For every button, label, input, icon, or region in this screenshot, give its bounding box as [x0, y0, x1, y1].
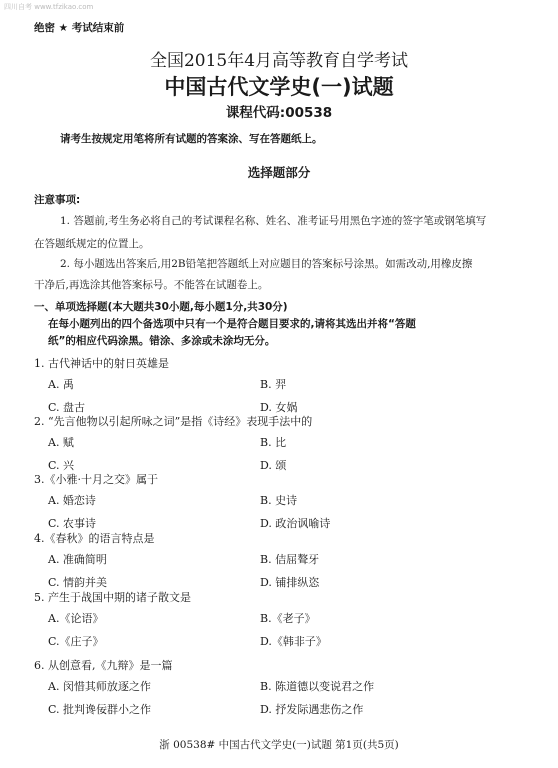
section-title: 选择题部分: [247, 165, 311, 180]
question-option: C. 农事诗: [48, 517, 97, 530]
question-option: D. 抒发际遇悲伤之作: [260, 703, 364, 716]
question-option: B.《老子》: [260, 612, 316, 625]
subject-title: 中国古代文学史(一)试题: [164, 75, 394, 99]
question-stem: 4.《春秋》的语言特点是: [34, 532, 155, 545]
question-option: A. 婚恋诗: [48, 494, 96, 507]
question-option: D. 颂: [260, 459, 287, 472]
question-option: A. 禹: [48, 378, 74, 391]
question-option: D. 女娲: [260, 401, 298, 414]
notice-item-1-line-1: 1. 答题前,考生务必将自己的考试课程名称、姓名、准考证号用黑色字迹的签字笔或钢笔填写: [60, 215, 487, 227]
instruction: 请考生按规定用笔将所有试题的答案涂、写在答题纸上。: [60, 133, 323, 145]
watermark: 四川自考 www.tfzikao.com: [4, 3, 94, 11]
question-stem: 2. “先言他物以引起所咏之词”是指《诗经》表现手法中的: [34, 415, 313, 428]
question-option: A.《论语》: [48, 612, 104, 625]
notice-heading: 注意事项:: [34, 194, 81, 206]
part1-desc-line-2: 纸”的相应代码涂黑。错涂、多涂或未涂均无分。: [48, 335, 276, 347]
page-footer: 浙 00538# 中国古代文学史(一)试题 第1页(共5页): [159, 739, 399, 751]
question-option: B. 史诗: [260, 494, 298, 507]
question-stem: 1. 古代神话中的射日英雄是: [34, 357, 169, 370]
course-code: 课程代码:00538: [225, 105, 333, 121]
question-stem: 3.《小雅·十月之交》属于: [34, 473, 158, 486]
question-option: B. 陈道德以变说君之作: [260, 680, 375, 693]
question-option: B. 佶屈聱牙: [260, 553, 320, 566]
notice-item-2-line-1: 2. 每小题选出答案后,用2B铅笔把答题纸上对应题目的答案标号涂黑。如需改动,用橡皮擦: [60, 258, 473, 270]
question-option: D.《韩非子》: [260, 635, 327, 648]
exam-title: 全国2015年4月高等教育自学考试: [149, 51, 409, 71]
question-option: D. 铺排纵恣: [260, 576, 320, 589]
part1-desc-line-1: 在每小题列出的四个备选项中只有一个是符合题目要求的,请将其选出并将“答题: [48, 318, 416, 330]
question-option: A. 闵惜其师放逐之作: [48, 680, 151, 693]
part1-heading: 一、单项选择题(本大题共30小题,每小题1分,共30分): [34, 301, 288, 313]
question-option: A. 准确简明: [48, 553, 107, 566]
question-option: C. 情韵并美: [48, 576, 108, 589]
question-option: B. 比: [260, 436, 287, 449]
question-option: C.《庄子》: [48, 635, 104, 648]
question-option: C. 兴: [48, 459, 75, 472]
question-option: A. 赋: [48, 436, 74, 449]
question-option: B. 羿: [260, 378, 287, 391]
question-option: C. 批判谗佞群小之作: [48, 703, 152, 716]
question-option: C. 盘古: [48, 401, 86, 414]
notice-item-1-line-2: 在答题纸规定的位置上。: [34, 238, 150, 250]
question-stem: 6. 从创意看,《九辩》是一篇: [34, 659, 173, 672]
question-option: D. 政治讽喻诗: [260, 517, 331, 530]
notice-item-2-line-2: 干净后,再选涂其他答案标号。不能答在试题卷上。: [34, 279, 269, 291]
question-stem: 5. 产生于战国中期的诸子散文是: [34, 591, 191, 604]
confidential-label: 绝密 ★ 考试结束前: [34, 22, 125, 34]
